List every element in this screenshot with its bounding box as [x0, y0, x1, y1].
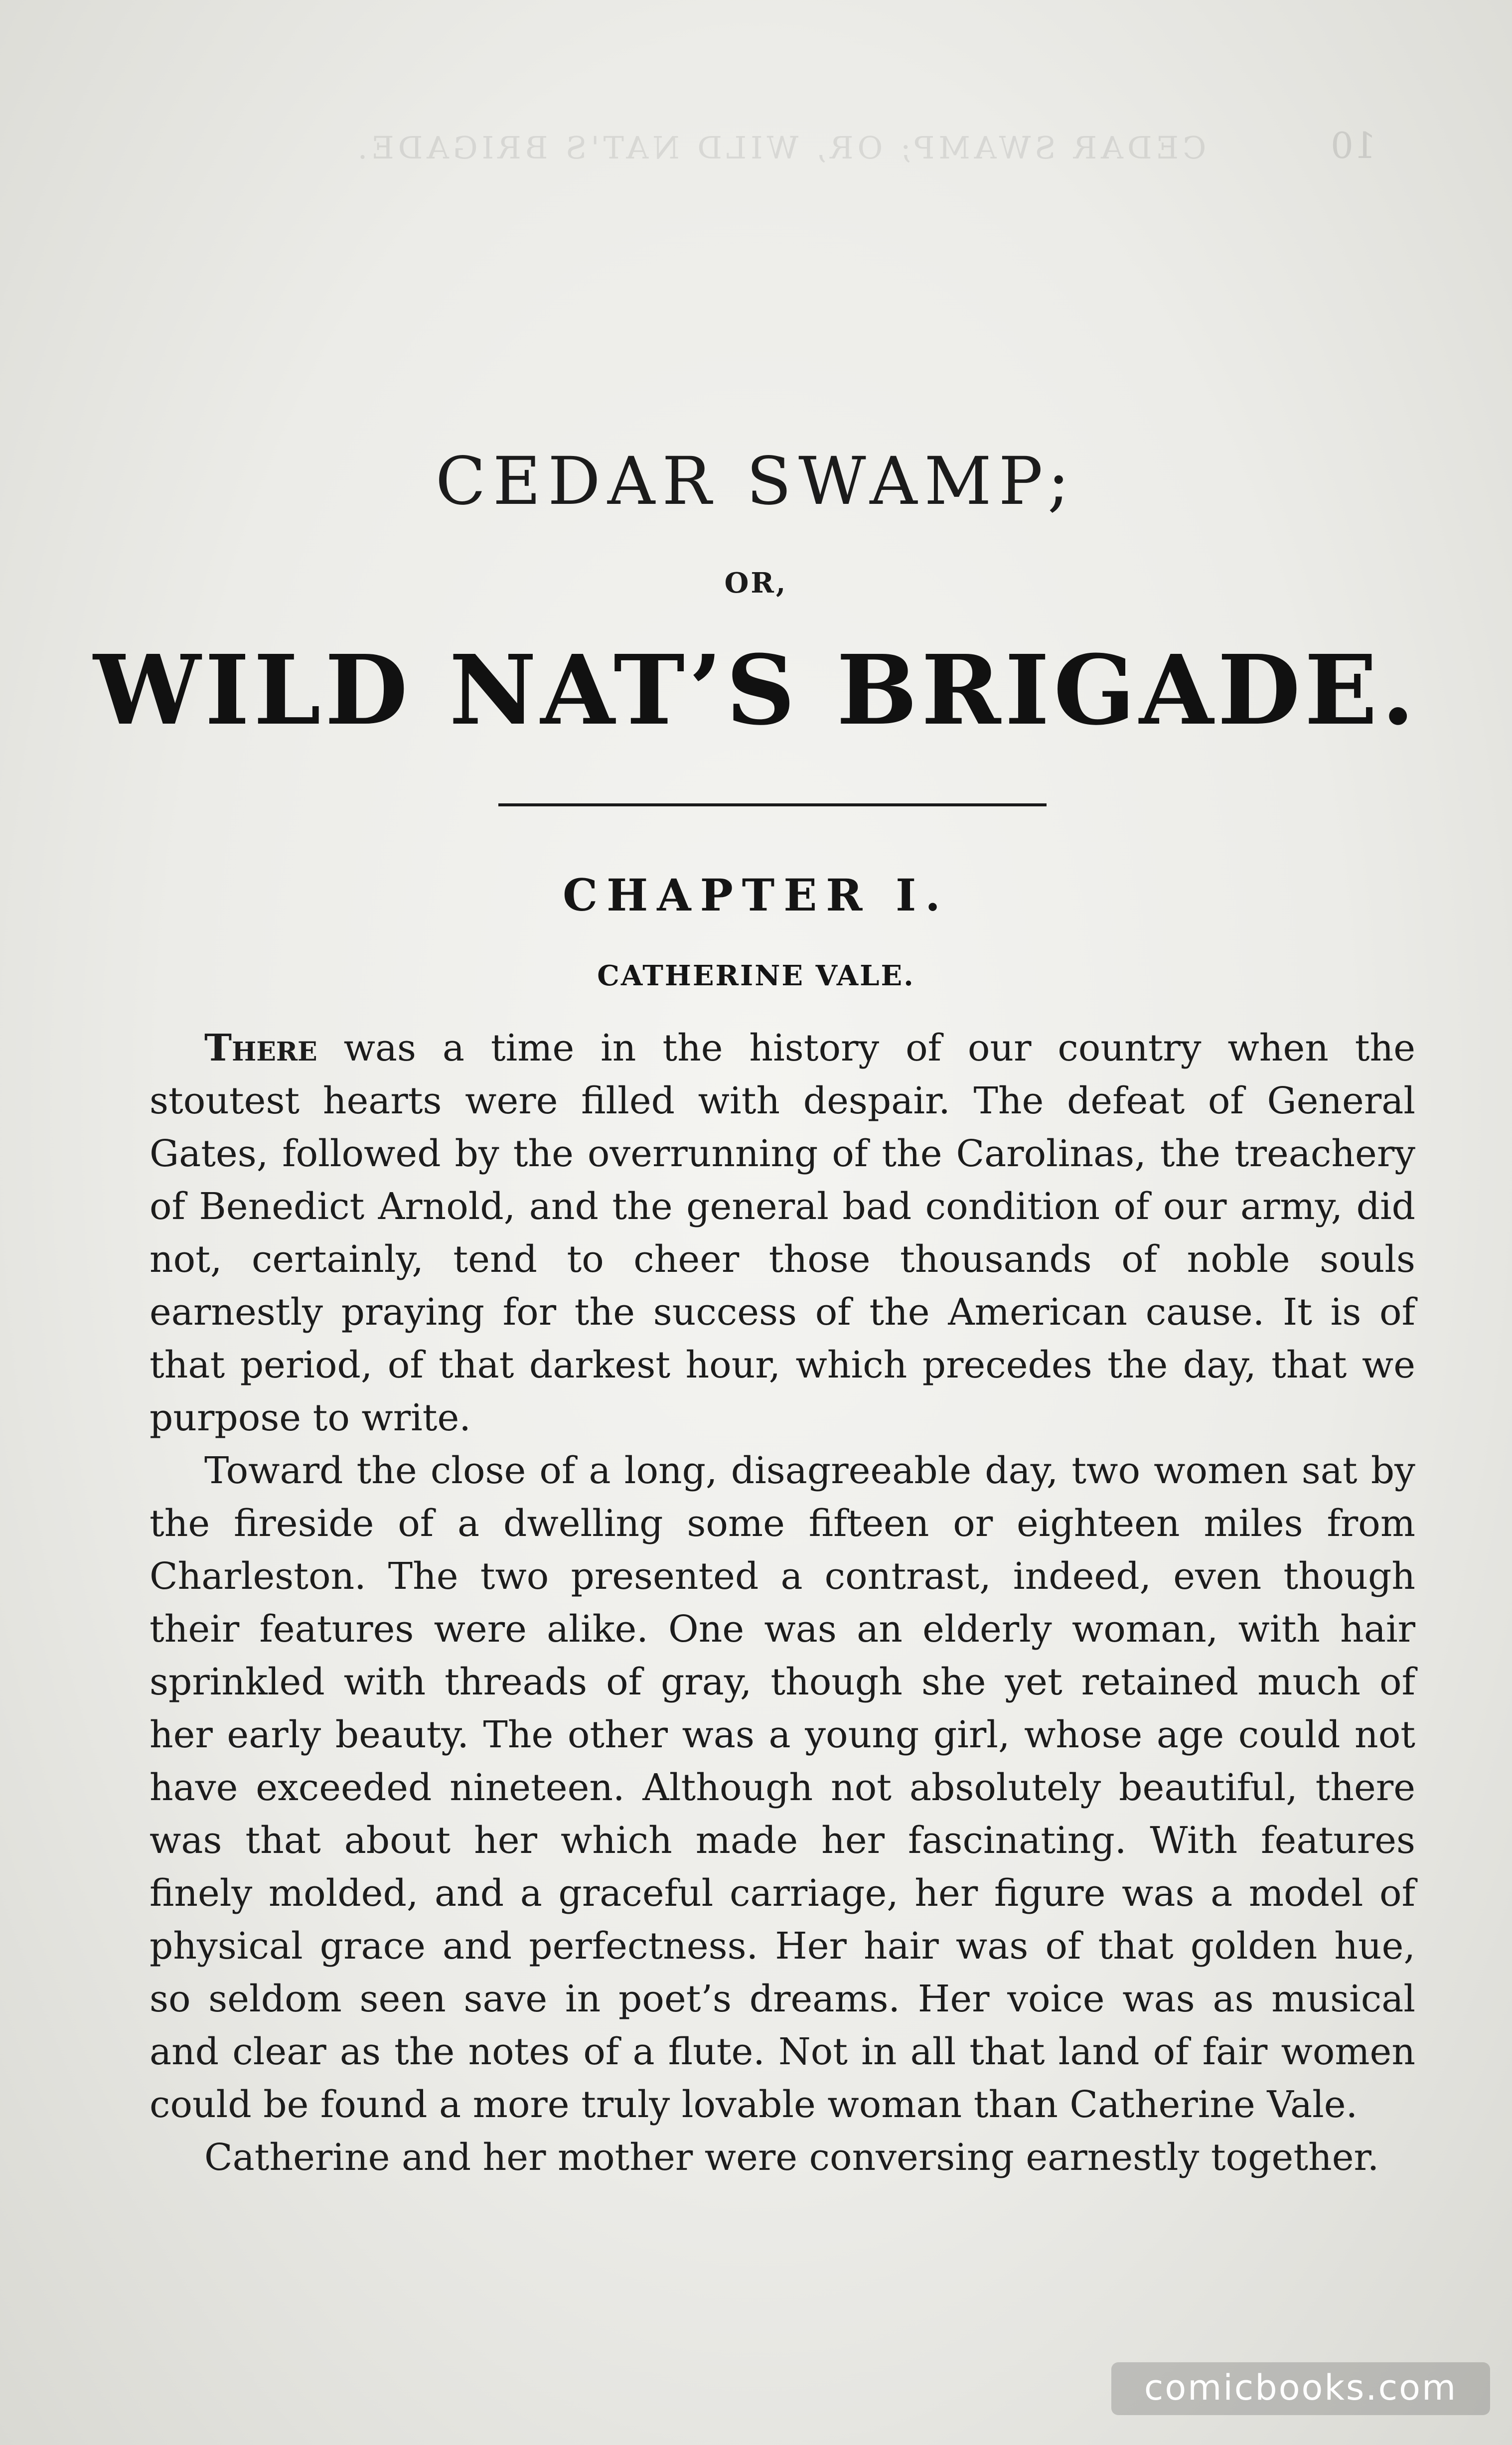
book-title-line-2: WILD NAT’S BRIGADE. — [93, 634, 1419, 747]
chapter-title: CATHERINE VALE. — [597, 959, 915, 992]
reverse-page-bleed-through: CEDAR SWAMP; OR, WILD NAT'S BRIGADE. — [353, 130, 1207, 166]
watermark: comicbooks.com — [1111, 2362, 1490, 2415]
paragraph-3: Catherine and her mother were conversing earnestly together. — [204, 2136, 1379, 2179]
chapter-body — [150, 1022, 1415, 2184]
chapter-heading: CHAPTER I. — [563, 869, 949, 921]
book-title-line-1: CEDAR SWAMP; — [435, 443, 1077, 520]
paragraph-1 — [150, 1022, 1415, 1444]
reverse-page-number: 10 — [1331, 125, 1376, 166]
paragraph-lead-word: There — [204, 1027, 317, 1070]
book-title-or: OR, — [724, 567, 788, 600]
paragraph-2: Toward the close of a long, disagreeable day, two women sat by the fireside of a dwelling some fifteen or eighteen miles from Charleston. The two presented a contrast, indeed, even though their features were alike. One was an elderly woman, with hair sprinkled with threads of gray, though she yet retained much of her early beauty. The other was a young girl, whose age could not have exceeded nineteen. Although not absolutely beautiful, there was that about her which made her fascinating. With features finely molded, and a graceful carriage, her figure was a model of physical grace and perfectness. Her hair was of that golden hue, so seldom seen save in poet’s dreams. Her voice was as musical and clear as the notes of a flute. Not in all that land of fair women could be found a more truly lovable woman than Catherine Vale. — [150, 1449, 1415, 2126]
paragraph-text: was a time in the history of our country when the stoutest hearts were filled with despair. The defeat of General Gates, followed by the overrunning of the Carolinas, the treachery of Benedict Arnold, and the general bad condition of our army, did not, certainly, tend to cheer those thousands of noble souls earnestly praying for the success of the American cause. It is of that period, of that darkest hour, which precedes the day, that we purpose to write. — [150, 1027, 1415, 1439]
title-divider-rule — [498, 803, 1047, 806]
